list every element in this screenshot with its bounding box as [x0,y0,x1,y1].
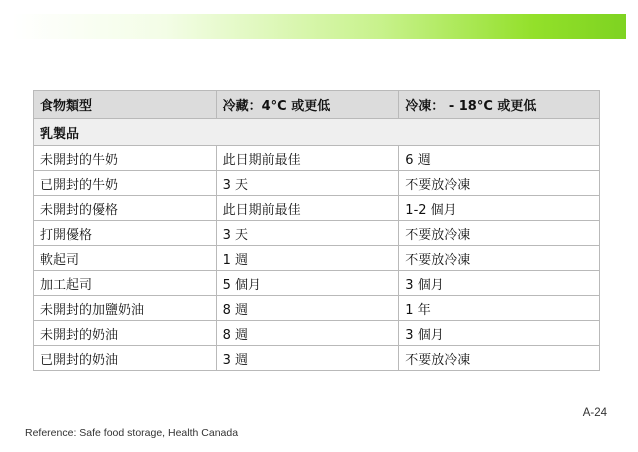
cell-freezer: 3 個月 [399,271,600,296]
cell-food: 打開優格 [34,221,217,246]
cell-food: 未開封的奶油 [34,321,217,346]
cell-fridge: 1 週 [216,246,399,271]
cell-freezer: 3 個月 [399,321,600,346]
cell-fridge: 3 週 [216,346,399,371]
cell-fridge: 3 天 [216,171,399,196]
cell-food: 軟起司 [34,246,217,271]
cell-food: 未開封的加鹽奶油 [34,296,217,321]
cell-freezer: 1-2 個月 [399,196,600,221]
cell-fridge: 8 週 [216,296,399,321]
table-row [34,196,600,221]
table-row [34,321,600,346]
cell-fridge: 此日期前最佳 [216,146,399,171]
cell-fridge: 3 天 [216,221,399,246]
header-food-type: 食物類型 [34,91,217,119]
cell-freezer: 1 年 [399,296,600,321]
cell-fridge: 8 週 [216,321,399,346]
header-refrigerated: 冷藏：4°C 或更低 [216,91,399,119]
table-row [34,296,600,321]
cell-freezer: 不要放冷凍 [399,171,600,196]
cell-food: 未開封的優格 [34,196,217,221]
top-decorative-band [12,14,626,39]
cell-freezer: 不要放冷凍 [399,246,600,271]
food-storage-table [33,90,600,371]
header-frozen: 冷凍： - 18°C 或更低 [399,91,600,119]
table-row [34,346,600,371]
reference-note: Reference: Safe food storage, Health Canada [25,427,239,439]
table-row [34,271,600,296]
cell-freezer: 6 週 [399,146,600,171]
cell-food: 未開封的牛奶 [34,146,217,171]
cell-freezer: 不要放冷凍 [399,346,600,371]
cell-food: 加工起司 [34,271,217,296]
cell-fridge: 5 個月 [216,271,399,296]
table-row [34,171,600,196]
section-title: 乳製品 [34,119,600,146]
section-row-dairy [34,119,600,146]
table-header-row [34,91,600,119]
table-row [34,221,600,246]
cell-fridge: 此日期前最佳 [216,196,399,221]
table-row [34,146,600,171]
table-row [34,246,600,271]
page-number: A-24 [582,407,607,419]
cell-food: 已開封的牛奶 [34,171,217,196]
cell-food: 已開封的奶油 [34,346,217,371]
cell-freezer: 不要放冷凍 [399,221,600,246]
